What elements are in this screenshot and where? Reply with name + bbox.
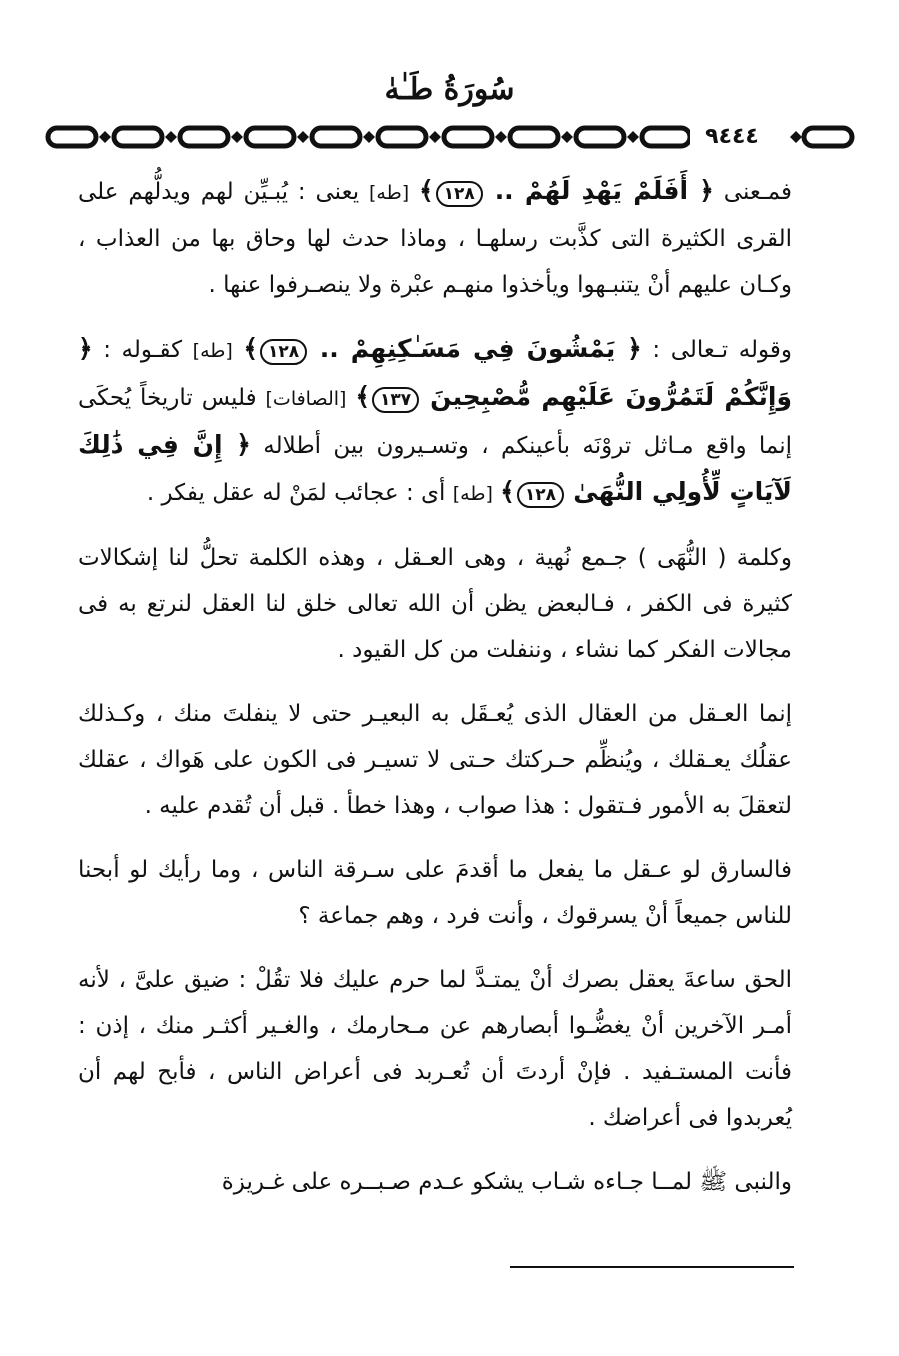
ayah-number: ١٣٧ [372,387,419,413]
page-body [78,168,792,1223]
paragraph-2: وقوله تـعالى : ﴿ يَمْشُونَ فِي مَسَـٰكِنِهِمْ .. ١٢٨﴾ [طه] كقـوله : ﴿ وَإِنَّكُمْ لَتَمُرُّونَ عَلَيْهِم مُّصْبِحِينَ ١٣٧﴾ [الصافات] فليس تاريخاً يُحكَى إنما واقع مـاثل تروْنَه بأعينكم ، وتسـيرون بين أطلاله ﴿ إِنَّ فِي ذَٰلِكَ لَآيَاتٍ لِّأُولِي النُّهَىٰ ١٢٨﴾ [طه] أى : عجائب لمَنْ له عقل يفكر . [78,334,793,506]
paragraph-6: الحق ساعةَ يعقل بصرك أنْ يمتـدَّ لما حرم عليك فلا تقُلْ : ضيق علىَّ ، لأنه أمـر الآخرين أنْ يغضُّـوا أبصارهم عن مـحارمك ، والغـير أكثـر منك ، إذن : فأنت المستـفيد . فإنْ أردتَ أن تُعـربد فى أعراض الناس ، فأبح لهم أن يُعربدوا فى أعراضك . [78,967,792,1131]
quran-verse: ﴿ أَفَلَمْ يَهْدِ لَهُمْ .. [494,176,714,205]
paragraph-4: إنما العـقل من العقال الذى يُعـقَل به البعيـر حتى لا ينفلتَ منك ، وكـذلك عقلُك يعـقلك ، ويُنظِّم حـركتك حـتى لا تسيـر فى الكون على هَواك ، عقلك لتعقلَ به الأمور فـتقول : هذا صواب ، وهذا خطأ . قبل أن تُقدم عليه . [78,701,792,819]
surah-title: سُورَةُ طَـٰهٰ [384,72,515,107]
quran-verse: ﴿ وَإِنَّكُمْ لَتَمُرُّونَ عَلَيْهِم مُّصْبِحِينَ [78,334,793,411]
surah-ref: [طه] [192,340,233,362]
page-number: ٩٤٤٤ [690,120,774,154]
surah-ref: [الصافات] [265,388,347,410]
surah-ref: [طه] [452,483,493,505]
quran-verse: ﴿ يَمْشُونَ فِي مَسَـٰكِنِهِمْ .. [319,334,642,363]
ayah-number: ١٢٨ [436,181,483,207]
ayah-number: ١٢٨ [517,482,564,508]
footnote-divider [510,1266,794,1268]
paragraph-7: والنبى ﷺ لمــا جـاءه شـاب يشكو عـدم صـبــره على غـريزة [221,1169,792,1195]
ayah-number: ١٢٨ [260,339,307,365]
quran-verse: ﴿ إِنَّ فِي ذَٰلِكَ لَآيَاتٍ لِّأُولِي النُّهَىٰ [78,430,792,506]
paragraph-3: وكلمة ( النُّهَى ) جـمع نُهية ، وهى العـقل ، وهذه الكلمة تحلُّ لنا إشكالات كثيرة فى الكفر ، فـالبعض يظن أن الله تعالى خلق لنا العقل لنرتع به فى مجالات الفكر كما نشاء ، وننفلت من كل القيود . [78,545,792,663]
paragraph-1: فمـعنى ﴿ أَفَلَمْ يَهْدِ لَهُمْ .. ١٢٨﴾ [طه] يعنى : يُبـيِّن لهم ويدلُّهم على القرى الكثيرة التى كذَّبت رسلهـا ، وماذا حدث لها وحاق بها من العذاب ، وكـان عليهم أنْ يتنبـهوا ويأخذوا منهـم عبْرة ولا ينصـرفوا عنها . [78,176,793,298]
paragraph-5: فالسارق لو عـقل ما يفعل ما أقدمَ على سـرقة الناس ، وما رأيك لو أبحنا للناس جميعاً أنْ يسرقوك ، وأنت فرد ، وهم جماعة ؟ [78,857,792,929]
surah-ref: [طه] [369,182,410,204]
